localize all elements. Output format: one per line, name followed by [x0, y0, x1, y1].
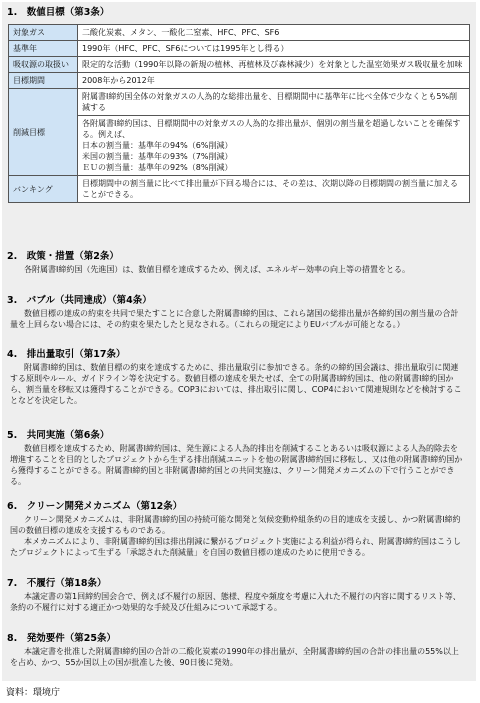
allocation-japan: 日本の割当量：基準年の94%（6%削減）	[82, 141, 233, 150]
section-5	[4, 429, 472, 487]
targets-table	[8, 24, 470, 203]
row-label-base-year: 基準年	[9, 41, 78, 57]
section-7-body: 本議定書の第1回締約国会合で、例えば不履行の原因、態様、程度や頻度を考慮に入れた不履行の内容に関するリスト等、条約の不履行に対する適正かつ効果的な手続及び仕組みについて承認する。	[10, 592, 461, 612]
row-value-gases: 二酸化炭素、メタン、一酸化二窒素、HFC、PFC、SF6	[78, 25, 470, 41]
section-5-body: 数値目標を達成するため、附属書Ⅰ締約国は、発生源による人為的排出を削減することあるいは吸収源による人為的除去を増進することを目的としたプロジェクトから生ずる排出削減ユニットを他の附属書Ⅰ締約国に移転し、又は他の附属書Ⅰ締約国から獲得することができる。附属書Ⅰ締約国と非附属書Ⅰ締約国との共同実施は、クリーン開発メカニズムの下で行うことができる。	[10, 444, 463, 486]
row-value-reduction-overall: 附属書Ⅰ締約国全体の対象ガスの人為的な総排出量を、目標期間中に基準年に比べ全体で少なくとも5%削減する	[78, 89, 470, 116]
allocation-eu: ＥＵの割当量：基準年の92%（8%削減）	[82, 163, 233, 172]
section-4	[4, 348, 472, 406]
table-row	[9, 116, 470, 176]
section-8	[4, 632, 472, 668]
row-label-period: 目標期間	[9, 73, 78, 89]
table-row	[9, 73, 470, 89]
section-2-title: 2. 政策・措置（第2条）	[7, 251, 119, 262]
row-value-banking: 目標期間中の割当量に比べて排出量が下回る場合には、その差は、次期以降の目標期間の割当量に加えることができる。	[78, 176, 470, 203]
section-4-body: 附属書Ⅰ締約国は、数値目標の約束を達成するために、排出量取引に参加できる。条約の締約国会議は、排出量取引に関連する原則やルール、ガイドライン等を決定する。数値目標の達成を果たせば、全ての附属書Ⅰ締約国は、他の附属書Ⅰ締約国から、割当量を移転又は獲得することができる。COP3においては、排出取引に関し、COP4において関連規則などを検討することなどを決定した。	[10, 363, 462, 405]
section-8-body: 本議定書を批准した附属書Ⅰ締約国の合計の二酸化炭素の1990年の排出量が、全附属書Ⅰ締約国の合計の排出量の55%以上を占め、かつ、55か国以上の国が批准した後、90日後に発効。	[10, 647, 459, 667]
section-2-body: 各附属書Ⅰ締約国（先進国）は、数値目標を達成するため、例えば、エネルギー効率の向上等の措置をとる。	[24, 265, 411, 274]
section-3	[4, 294, 472, 330]
section-1-title: 1. 数値目標（第3条）	[7, 7, 110, 18]
section-1	[4, 6, 472, 20]
section-3-body: 数値目標の達成の約束を共同で果たすことに合意した附属書Ⅰ締約国は、これら諸国の総排出量が各締約国の割当量の合計量を上回らない場合には、その約束を果たしたと見なされる。（これらの規定によりEUバブルが可能となる。）	[10, 309, 459, 329]
source-note: 資料：環境庁	[6, 688, 61, 698]
row-value-reduction-individual	[78, 116, 470, 176]
section-5-title: 5. 共同実施（第6条）	[7, 430, 110, 441]
section-4-title: 4. 排出量取引（第17条）	[7, 349, 126, 360]
row-value-base-year: 1990年（HFC、PFC、SF6については1995年とし得る）	[78, 41, 470, 57]
row-value-period: 2008年から2012年	[78, 73, 470, 89]
section-8-title: 8. 発効要件（第25条）	[7, 633, 116, 644]
row-value-sinks: 限定的な活動（1990年以降の新規の植林、再植林及び森林減少）を対象とした温室効果ガス吸収量を加味	[78, 57, 470, 73]
table-row	[9, 57, 470, 73]
table-row	[9, 41, 470, 57]
table-row	[9, 89, 470, 116]
row-label-banking: バンキング	[9, 176, 78, 203]
row-label-reduction: 削減目標	[9, 89, 78, 176]
section-6-body-2: 本メカニズムにより、非附属書Ⅰ締約国は排出削減に繋がるプロジェクト実施による利益が得られ、附属書Ⅰ締約国はこうしたプロジェクトによって生ずる「承認された削減量」を自国の数値目標の達成のために使用できる。	[10, 537, 462, 557]
row-label-sinks: 吸収源の取扱い	[9, 57, 78, 73]
allocation-us: 米国の割当量：基準年の93%（7%削減）	[82, 152, 233, 161]
row-label-gases: 対象ガス	[9, 25, 78, 41]
reduction-individual-text: 各附属書Ⅰ締約国は、目標期間中の対象ガスの人為的な排出量が、個別の割当量を超過しないことを確保する。例えば、	[82, 119, 461, 139]
section-6-title: 6. クリーン開発メカニズム（第12条）	[7, 501, 183, 512]
section-2	[4, 250, 472, 275]
section-7-title: 7. 不履行（第18条）	[7, 578, 107, 589]
table-row	[9, 176, 470, 203]
section-6-body: クリーン開発メカニズムは、非附属書Ⅰ締約国の持続可能な開発と気候変動枠組条約の目的達成を支援し、かつ附属書Ⅰ締約国の数値目標の達成を支援するものである。	[10, 515, 461, 535]
section-7	[4, 577, 472, 613]
section-3-title: 3. バブル（共同達成）（第4条）	[7, 295, 152, 306]
section-6	[4, 500, 472, 558]
table-row	[9, 25, 470, 41]
